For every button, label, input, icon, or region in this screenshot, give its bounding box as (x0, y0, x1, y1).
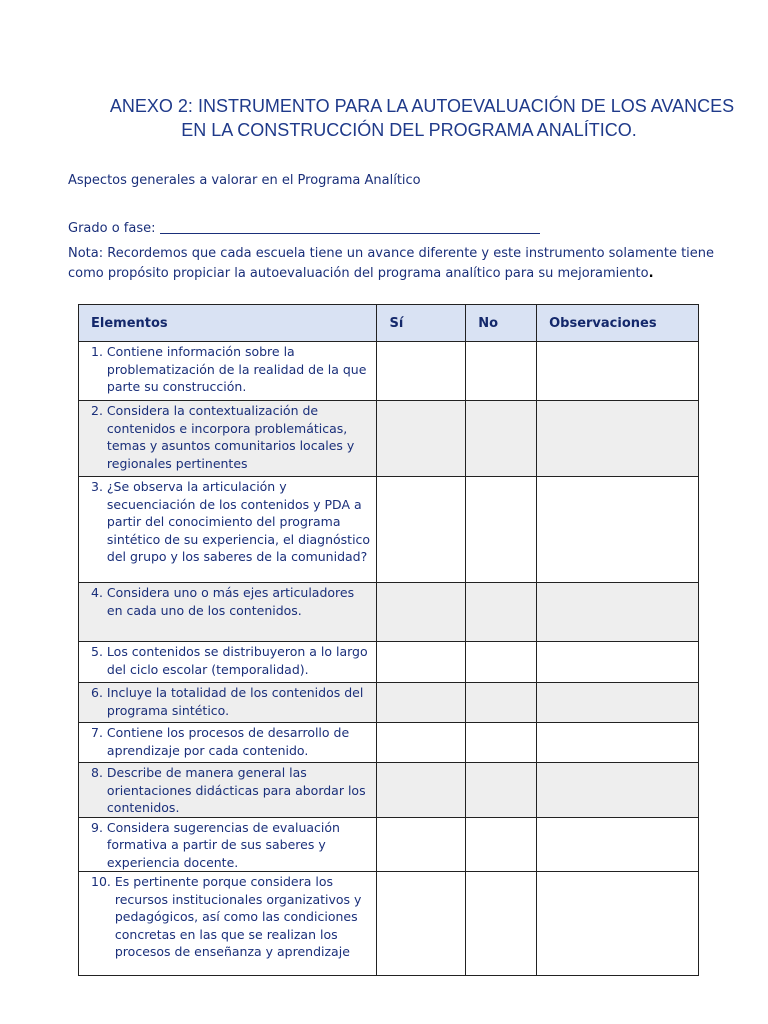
evaluation-table (78, 304, 699, 976)
observaciones-cell[interactable] (537, 642, 699, 683)
title-line-1: ANEXO 2: INSTRUMENTO PARA LA AUTOEVALUACIÓN DE LOS AVANCES (109, 96, 735, 116)
item-number: 6. (91, 685, 103, 700)
element-cell (79, 401, 377, 477)
item-text: Los contenidos se distribuyeron a lo largo del ciclo escolar (temporalidad). (106, 644, 368, 677)
table-row (79, 583, 699, 642)
item-number: 2. (91, 403, 103, 418)
element-cell (79, 817, 377, 872)
item-text: Describe de manera general las orientaciones didácticas para abordar los contenidos. (106, 765, 366, 815)
item-text: Considera sugerencias de evaluación formativa a partir de sus saberes y experiencia docente. (106, 819, 340, 870)
nota-paragraph (68, 244, 718, 284)
item-text: Considera la contextualización de contenidos e incorpora problemáticas, temas y asuntos comunitarios locales y regionales pertinentes (106, 403, 355, 471)
table-row (79, 642, 699, 683)
nota-text: Nota: Recordemos que cada escuela tiene un avance diferente y este instrumento solamente tiene como propósito propiciar la autoevaluación del programa analítico para su mejoramiento (68, 246, 715, 281)
si-cell[interactable] (377, 642, 466, 683)
si-cell[interactable] (377, 817, 466, 872)
item-text: Contiene los procesos de desarrollo de aprendizaje por cada contenido. (106, 725, 350, 758)
item-number: 3. (91, 479, 103, 494)
si-cell[interactable] (377, 763, 466, 818)
item-number: 8. (91, 765, 103, 780)
no-cell[interactable] (466, 817, 537, 872)
item-number: 1. (91, 344, 103, 359)
observaciones-cell[interactable] (537, 342, 699, 401)
item-text: Contiene información sobre la problematización de la realidad de la que parte su construcción. (106, 344, 367, 394)
si-cell[interactable] (377, 723, 466, 763)
element-cell (79, 642, 377, 683)
item-number: 9. (91, 819, 103, 835)
header-observaciones: Observaciones (537, 305, 699, 342)
element-cell (79, 763, 377, 818)
table-row (79, 342, 699, 401)
element-cell (79, 477, 377, 583)
observaciones-cell[interactable] (537, 477, 699, 583)
table-row (79, 872, 699, 976)
si-cell[interactable] (377, 401, 466, 477)
item-number: 7. (91, 725, 103, 740)
table-row (79, 723, 699, 763)
no-cell[interactable] (466, 342, 537, 401)
item-text: Considera uno o más ejes articuladores en cada uno de los contenidos. (106, 585, 355, 618)
observaciones-cell[interactable] (537, 723, 699, 763)
observaciones-cell[interactable] (537, 401, 699, 477)
table-header-row (79, 305, 699, 342)
no-cell[interactable] (466, 723, 537, 763)
grado-label: Grado o fase: (68, 221, 156, 236)
no-cell[interactable] (466, 583, 537, 642)
table-row (79, 477, 699, 583)
item-number: 4. (91, 585, 103, 600)
observaciones-cell[interactable] (537, 872, 699, 976)
observaciones-cell[interactable] (537, 817, 699, 872)
si-cell[interactable] (377, 477, 466, 583)
si-cell[interactable] (377, 872, 466, 976)
header-si: Sí (377, 305, 466, 342)
no-cell[interactable] (466, 401, 537, 477)
grado-blank-line[interactable] (160, 221, 540, 234)
si-cell[interactable] (377, 583, 466, 642)
grado-field (68, 221, 540, 236)
observaciones-cell[interactable] (537, 683, 699, 723)
element-cell (79, 683, 377, 723)
nota-period: . (648, 266, 654, 281)
si-cell[interactable] (377, 342, 466, 401)
no-cell[interactable] (466, 683, 537, 723)
observaciones-cell[interactable] (537, 763, 699, 818)
item-text: Es pertinente porque considera los recursos institucionales organizativos y pedagógicos, así como las condiciones concretas en las que se realizan los procesos de enseñanza y aprendizaje (114, 874, 362, 959)
document-title (0, 94, 768, 142)
no-cell[interactable] (466, 642, 537, 683)
table-row (79, 763, 699, 818)
item-number: 5. (91, 644, 103, 659)
table-row (79, 401, 699, 477)
element-cell (79, 723, 377, 763)
title-line-2: EN LA CONSTRUCCIÓN DEL PROGRAMA ANALÍTICO. (181, 120, 637, 140)
no-cell[interactable] (466, 872, 537, 976)
si-cell[interactable] (377, 683, 466, 723)
observaciones-cell[interactable] (537, 583, 699, 642)
item-text: ¿Se observa la articulación y secuenciación de los contenidos y PDA a partir del conocimiento del programa sintético de su experiencia, el diagnóstico del grupo y los saberes de la comunidad? (106, 479, 371, 564)
element-cell (79, 872, 377, 976)
element-cell (79, 583, 377, 642)
table-row (79, 683, 699, 723)
header-elementos: Elementos (79, 305, 377, 342)
item-text: Incluye la totalidad de los contenidos del programa sintético. (106, 685, 364, 718)
element-cell (79, 342, 377, 401)
no-cell[interactable] (466, 763, 537, 818)
section-subtitle: Aspectos generales a valorar en el Programa Analítico (68, 173, 421, 188)
header-no: No (466, 305, 537, 342)
item-number: 10. (91, 874, 111, 889)
no-cell[interactable] (466, 477, 537, 583)
table-row (79, 817, 699, 872)
